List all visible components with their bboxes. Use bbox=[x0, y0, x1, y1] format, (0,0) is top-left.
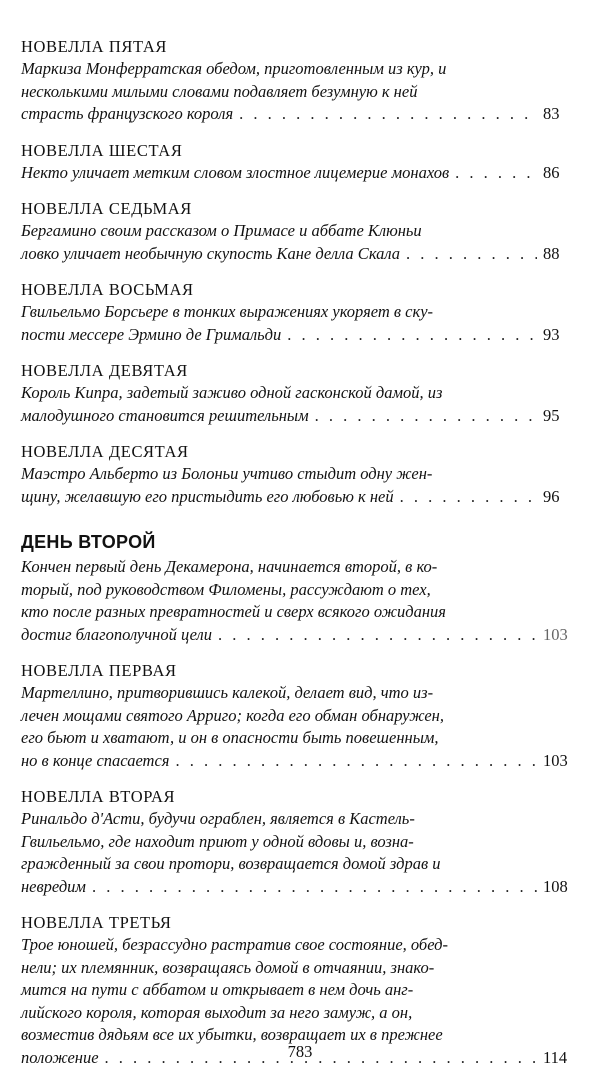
description-line: Ринальдо д'Асти, будучи ограблен, является в Кастель- bbox=[21, 809, 415, 828]
description-line: Мартеллино, притворившись калекой, делает вид, что из- bbox=[21, 683, 434, 702]
description-line: гражденный за свои протори, возвращается домой здрав и bbox=[21, 854, 441, 873]
description-line: Гвильельмо, где находит приют у одной вдовы и, возна- bbox=[21, 831, 414, 851]
description-line: Бергамино своим рассказом о Примасе и аббате Клюньи bbox=[21, 221, 422, 240]
toc-entry bbox=[21, 279, 573, 346]
novella-description bbox=[21, 58, 573, 126]
dot-leader bbox=[315, 405, 537, 428]
dot-leader bbox=[175, 750, 537, 773]
description-last-line bbox=[21, 162, 573, 185]
novella-heading: НОВЕЛЛА ПЕРВАЯ bbox=[21, 661, 177, 680]
description-line: Маркиза Монферратская обедом, приготовленным из кур, и bbox=[21, 59, 447, 78]
description-line: нели; их племянник, возвращаясь домой в отчаянии, знако- bbox=[21, 957, 435, 977]
page-number-ref[interactable]: 95 bbox=[543, 405, 560, 425]
page-number-ref[interactable]: 88 bbox=[543, 243, 560, 263]
description-line: пости мессере Эрмино де Гримальди bbox=[21, 324, 282, 344]
dot-leader bbox=[287, 324, 537, 347]
description-last-line bbox=[21, 324, 573, 347]
dot-leader bbox=[239, 103, 537, 126]
toc-entry bbox=[21, 441, 573, 508]
description-last-line bbox=[21, 243, 573, 266]
page-number-ref[interactable]: 93 bbox=[543, 324, 560, 344]
description-line: Король Кипра, задетый заживо одной гасконской дамой, из bbox=[21, 383, 443, 402]
day-intro-entry bbox=[21, 556, 573, 646]
page-footer-number: 783 bbox=[287, 1042, 313, 1061]
novella-heading: НОВЕЛЛА ДЕСЯТАЯ bbox=[21, 442, 189, 461]
description-last-line bbox=[21, 405, 573, 428]
dot-leader bbox=[400, 486, 537, 509]
novella-heading: НОВЕЛЛА ПЯТАЯ bbox=[21, 37, 168, 56]
description-line: Гвильельмо Борсьере в тонких выражениях укоряет в ску- bbox=[21, 302, 434, 321]
description-line: лечен мощами святого Арриго; когда его обман обнаружен, bbox=[21, 705, 444, 725]
description-line: страсть французского короля bbox=[21, 104, 234, 123]
toc-entry bbox=[21, 140, 573, 185]
description-last-line bbox=[21, 486, 573, 509]
novella-description bbox=[21, 220, 573, 265]
toc-entry bbox=[21, 786, 573, 898]
page-number-ref[interactable]: 108 bbox=[543, 876, 568, 896]
description-line: положение bbox=[21, 1047, 99, 1067]
novella-heading: НОВЕЛЛА ТРЕТЬЯ bbox=[21, 913, 172, 932]
description-line: щину, желавшую его пристыдить его любовью к ней bbox=[21, 486, 394, 506]
novella-heading: НОВЕЛЛА СЕДЬМАЯ bbox=[21, 199, 192, 218]
day-intro-description bbox=[21, 556, 573, 646]
description-line: но в конце спасается bbox=[21, 750, 170, 770]
description-line: Трое юношей, безрассудно растратив свое состояние, обед- bbox=[21, 935, 448, 954]
description-last-line bbox=[21, 103, 573, 126]
novella-description bbox=[21, 382, 573, 427]
description-line: лийского короля, которая выходит за него замуж, а он, bbox=[21, 1002, 413, 1022]
description-line: Маэстро Альберто из Болоньи учтиво стыдит одну жен- bbox=[21, 464, 433, 483]
description-line: его бьют и хватают, и он в опасности быть повешенным, bbox=[21, 728, 439, 747]
description-line: Кончен первый день Декамерона, начинается второй, в ко- bbox=[21, 557, 438, 576]
day-title: ДЕНЬ ВТОРОЙ bbox=[21, 532, 156, 552]
description-line: торый, под руководством Филомены, рассуждают о тех, bbox=[21, 579, 431, 599]
dot-leader bbox=[455, 162, 537, 185]
dot-leader bbox=[406, 243, 537, 266]
description-last-line bbox=[21, 876, 573, 899]
description-line: мится на пути с аббатом и открывает в нем дочь анг- bbox=[21, 980, 414, 999]
toc-entry bbox=[21, 36, 573, 126]
toc-entry bbox=[21, 198, 573, 265]
novella-heading: НОВЕЛЛА ВОСЬМАЯ bbox=[21, 280, 194, 299]
novella-description bbox=[21, 808, 573, 898]
description-line: несколькими милыми словами подавляет безумную к ней bbox=[21, 81, 418, 101]
description-last-line bbox=[21, 750, 573, 773]
description-line: возместив дядьям все их убытки, возвращает их в прежнее bbox=[21, 1025, 443, 1044]
novella-description bbox=[21, 162, 573, 185]
description-line: ловко уличает необычную скупость Кане делла Скала bbox=[21, 243, 401, 263]
novella-heading: НОВЕЛЛА ШЕСТАЯ bbox=[21, 140, 183, 160]
description-line: малодушного становится решительным bbox=[21, 405, 309, 425]
day-two-entries bbox=[21, 660, 573, 1069]
page-number-ref[interactable]: 114 bbox=[543, 1047, 568, 1067]
dot-leader bbox=[92, 876, 537, 899]
day-one-entries bbox=[21, 36, 573, 508]
page-number-ref[interactable]: 96 bbox=[543, 486, 560, 506]
page-number-ref[interactable]: 86 bbox=[543, 162, 560, 182]
page-number-ref[interactable]: 103 bbox=[543, 624, 568, 644]
novella-heading: НОВЕЛЛА ВТОРАЯ bbox=[21, 787, 176, 806]
description-line: Некто уличает метким словом злостное лицемерие монахов bbox=[21, 162, 450, 182]
table-of-contents bbox=[21, 36, 573, 1083]
page-number-ref[interactable]: 83 bbox=[543, 104, 560, 123]
dot-leader bbox=[218, 624, 537, 647]
page-number-ref[interactable]: 103 bbox=[543, 750, 568, 770]
description-line: кто после разных превратностей и сверх всякого ожидания bbox=[21, 602, 446, 621]
novella-description bbox=[21, 301, 573, 346]
toc-entry bbox=[21, 660, 573, 772]
toc-entry bbox=[21, 360, 573, 427]
description-last-line bbox=[21, 624, 573, 647]
description-line: достиг благополучной цели bbox=[21, 624, 212, 644]
novella-description bbox=[21, 463, 573, 508]
description-line: невредим bbox=[21, 876, 86, 896]
novella-heading: НОВЕЛЛА ДЕВЯТАЯ bbox=[21, 361, 188, 380]
novella-description bbox=[21, 682, 573, 772]
